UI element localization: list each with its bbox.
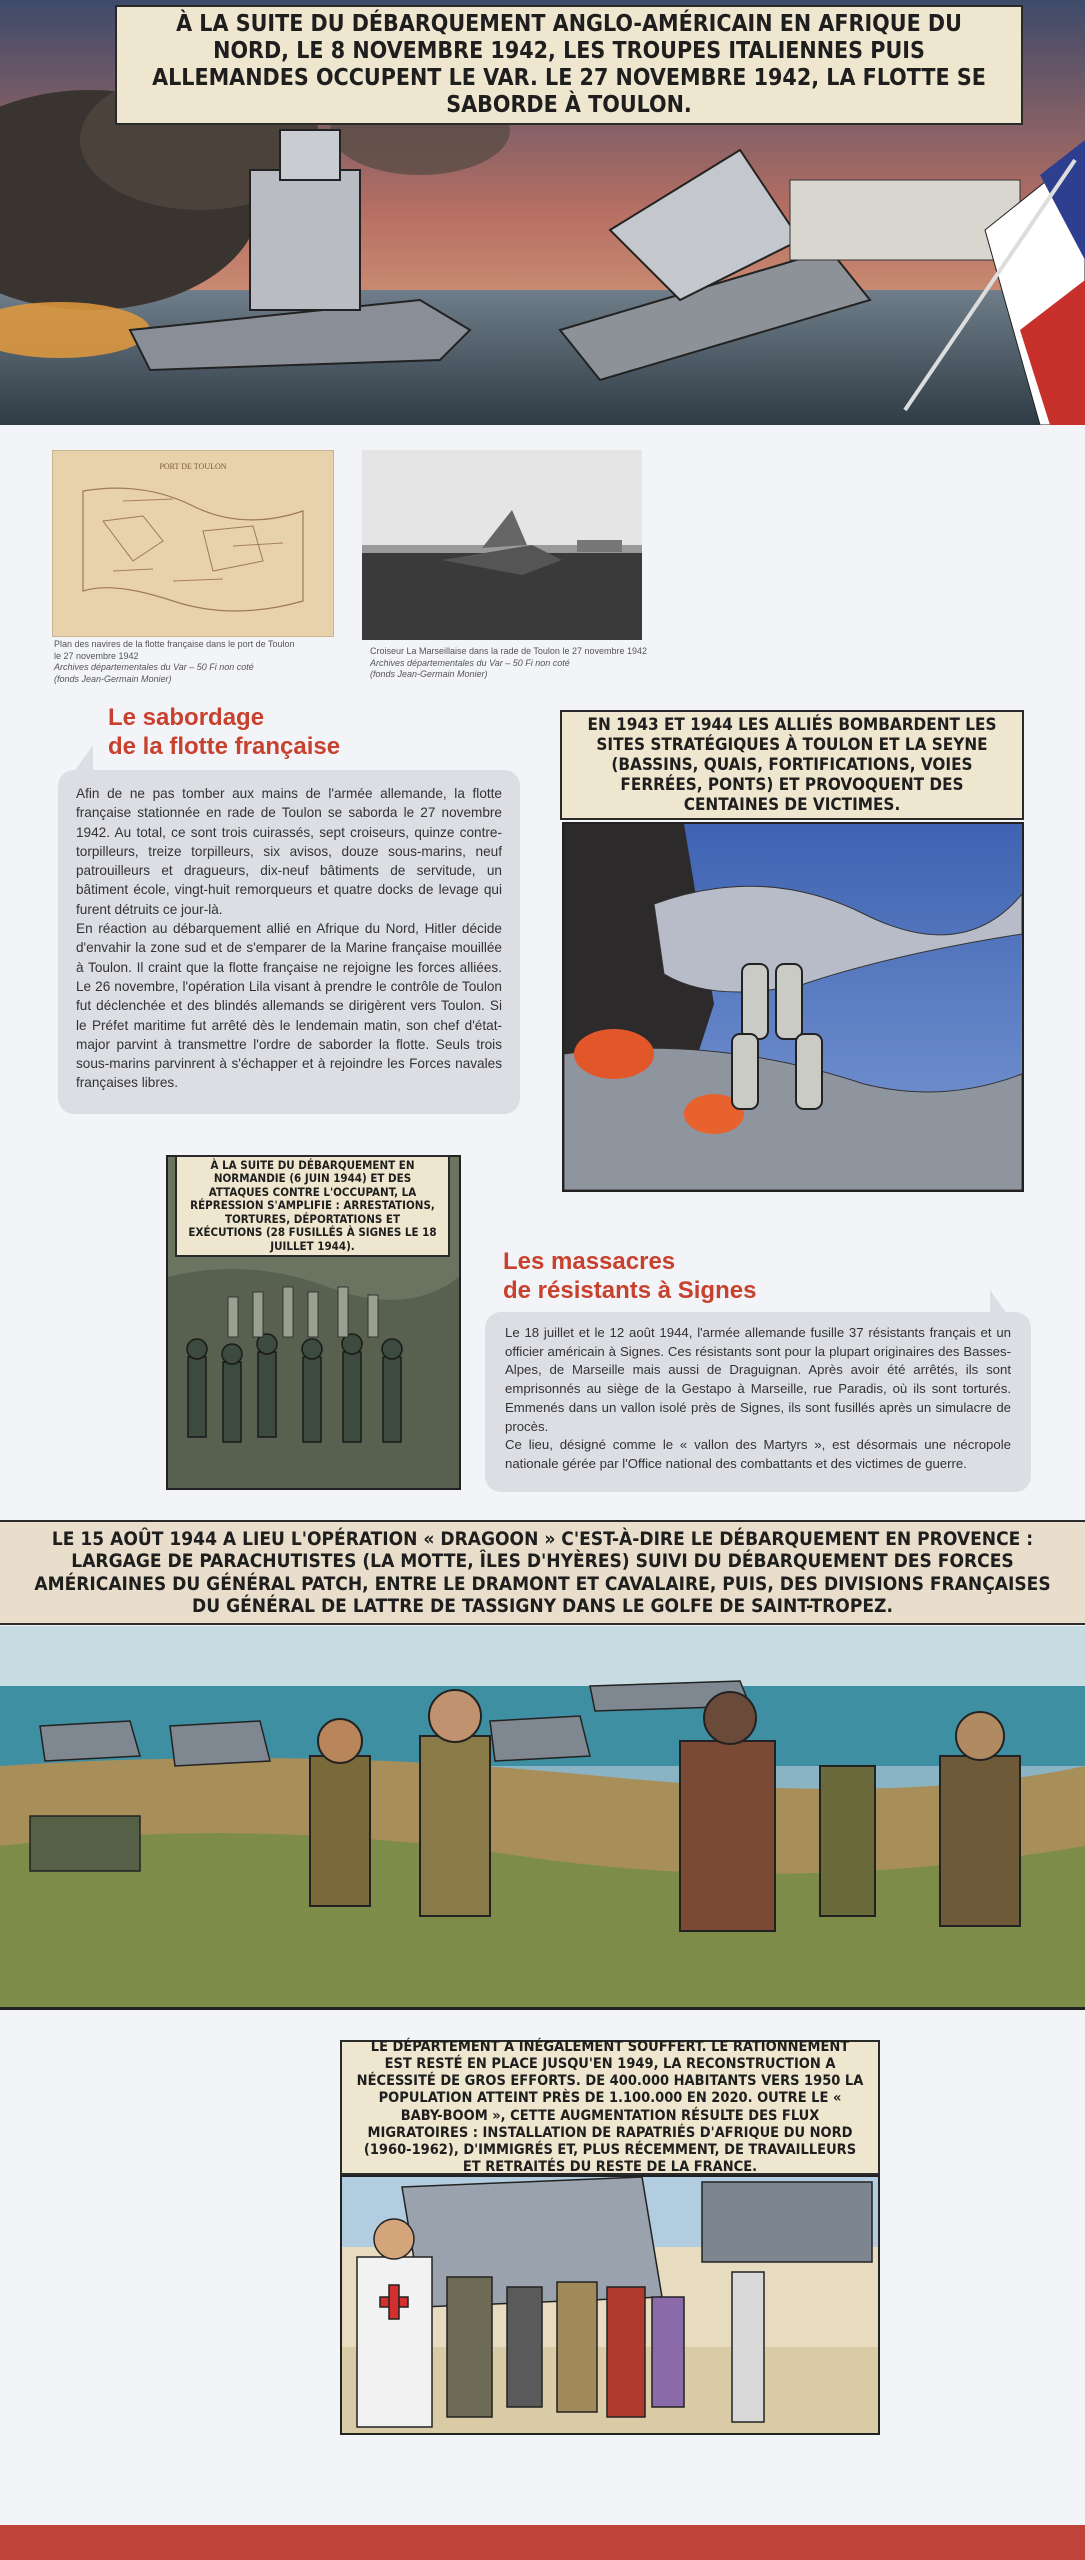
caption-line: le 27 novembre 1942 bbox=[54, 650, 139, 661]
massacres-title bbox=[503, 1248, 756, 1306]
speech-tail bbox=[73, 745, 93, 773]
map-title: PORT DE TOULON bbox=[159, 462, 227, 471]
repatriates-illustration bbox=[340, 2175, 880, 2435]
sabordage-title bbox=[108, 704, 340, 762]
caption-line: (fonds Jean-Germain Monier) bbox=[54, 674, 172, 685]
title-line: Le sabordage bbox=[108, 704, 265, 731]
post-war-caption: LE DÉPARTEMENT A INÉGALEMENT SOUFFERT. LE RATIONNEMENT EST RESTÉ EN PLACE JUSQU'EN 1949, LA RECONSTRUCTION A NÉCESSITÉ DE GROS EFFORTS. DE 400.000 HABITANTS VERS 1950 LA POPULATION ATTEINT PRÈS DE 1.100.000 EN 2020. OUTRE LE « BABY-BOOM », CETTE AUGMENTATION RÉSULTE DES FLUX MIGRATOIRES : INSTALLATION DE RAPATRIÉS D'AFRIQUE DU NORD (1960-1962), D'IMMIGRÉS ET, PLUS RÉCEMMENT, DE TRAVAILLEURS ET RETRAITÉS DU RESTE DE LA FRANCE. bbox=[340, 2040, 880, 2175]
top-caption: À LA SUITE DU DÉBARQUEMENT ANGLO-AMÉRICAIN EN AFRIQUE DU NORD, LE 8 NOVEMBRE 1942, LES TROUPES ITALIENNES PUIS ALLEMANDES OCCUPENT LE VAR. LE 27 NOVEMBRE 1942, LA FLOTTE SE SABORDE À TOULON. bbox=[115, 5, 1023, 125]
fleet-map-caption bbox=[54, 639, 344, 686]
massacres-paragraph-2: Ce lieu, désigné comme le « vallon des Martyrs », est désormais une nécropole nationale gérée par l'Office national des combattants et des victimes de guerre. bbox=[505, 1437, 1011, 1472]
cruiser-photo bbox=[362, 450, 642, 640]
title-line: Les massacres bbox=[503, 1248, 676, 1275]
sabordage-text-bubble bbox=[58, 770, 520, 1114]
landing-illustration bbox=[0, 1626, 1085, 2010]
caption-line: Plan des navires de la flotte française dans le port de Toulon bbox=[54, 639, 295, 649]
title-line: de la flotte française bbox=[108, 732, 341, 760]
massacres-paragraph-1: Le 18 juillet et le 12 août 1944, l'armée allemande fusille 37 résistants français et un officier américain à Signes. Ces résistants sont pour la plupart originaires des Basses-Alpes, de Marseille mais aussi de Draguignan. Après avoir été arrêtés, ils sont emprisonnés au siège de la Gestapo à Marseille, rue Paradis, où ils sont torturés. Emmenés dans un vallon isolé près de Signes, ils sont fusillés après un simulacre de procès. bbox=[505, 1325, 1011, 1434]
caption-line: Archives départementales du Var – 50 Fi non coté bbox=[370, 657, 570, 668]
fleet-map-photo bbox=[52, 450, 334, 637]
bottom-bar bbox=[0, 2525, 1085, 2560]
caption-line: Archives départementales du Var – 50 Fi non coté bbox=[54, 662, 254, 673]
sabordage-paragraph-2: En réaction au débarquement allié en Afrique du Nord, Hitler décide d'envahir la zone sud et de s'emparer de la Marine française mouillée à Toulon. Il craint que la flotte française ne rejoigne les forces alliées. Le 26 novembre, l'opération Lila visant à prendre le contrôle de Toulon fut déclenchée et des blindés allemands se dirigèrent vers Toulon. Si le Préfet maritime fut arrêté dès le lendemain matin, son chef d'état-major parvint à transmettre l'ordre de saborder la flotte. Seuls trois sous-marins parvinrent à s'échapper et à rejoindre les Forces navales françaises libres. bbox=[76, 921, 502, 1091]
sabordage-paragraph-1: Afin de ne pas tomber aux mains de l'armée allemande, la flotte française stationnée en rade de Toulon se saborda le 27 novembre 1942. Au total, ce sont trois cuirassés, sept croiseurs, quinze contre-torpilleurs, treize torpilleurs, six avisos, douze sous-marins, neuf patrouilleurs et dragueurs, dix-neuf bâtiments de servitude, un bâtiment école, vingt-huit remorqueurs et quatre docks de levage qui furent détruits ce jour-là. bbox=[76, 786, 502, 917]
cruiser-caption bbox=[370, 646, 660, 681]
bombing-caption: EN 1943 ET 1944 LES ALLIÉS BOMBARDENT LES SITES STRATÉGIQUES À TOULON ET LA SEYNE (BASSINS, QUAIS, FORTIFICATIONS, VOIES FERRÉES, PONTS) ET PROVOQUENT DES CENTAINES DE VICTIMES. bbox=[560, 710, 1024, 820]
massacres-text-bubble bbox=[485, 1312, 1031, 1492]
caption-line: Croiseur La Marseillaise dans la rade de Toulon le 27 novembre 1942 bbox=[370, 646, 648, 656]
bombing-illustration bbox=[562, 822, 1024, 1192]
massacre-caption: À LA SUITE DU DÉBARQUEMENT EN NORMANDIE (6 JUIN 1944) ET DES ATTAQUES CONTRE L'OCCUPANT, LA RÉPRESSION S'AMPLIFIE : ARRESTATIONS, TORTURES, DÉPORTATIONS ET EXÉCUTIONS (28 FUSILLÉS À SIGNES LE 18 JUILLET 1944). bbox=[175, 1155, 450, 1257]
title-line: de résistants à Signes bbox=[503, 1276, 757, 1304]
caption-line: (fonds Jean-Germain Monier) bbox=[370, 669, 488, 680]
dragoon-caption: LE 15 AOÛT 1944 A LIEU L'OPÉRATION « DRAGOON » C'EST-À-DIRE LE DÉBARQUEMENT EN PROVENCE : LARGAGE DE PARACHUTISTES (LA MOTTE, ÎLES D'HYÈRES) SUIVI DU DÉBARQUEMENT DES FORCES AMÉRICAINES DU GÉNÉRAL PATCH, ENTRE LE DRAMONT ET CAVALAIRE, PUIS, DES DIVISIONS FRANÇAISES DU GÉNÉRAL DE LATTRE DE TASSIGNY DANS LE GOLFE DE SAINT-TROPEZ. bbox=[0, 1520, 1085, 1625]
